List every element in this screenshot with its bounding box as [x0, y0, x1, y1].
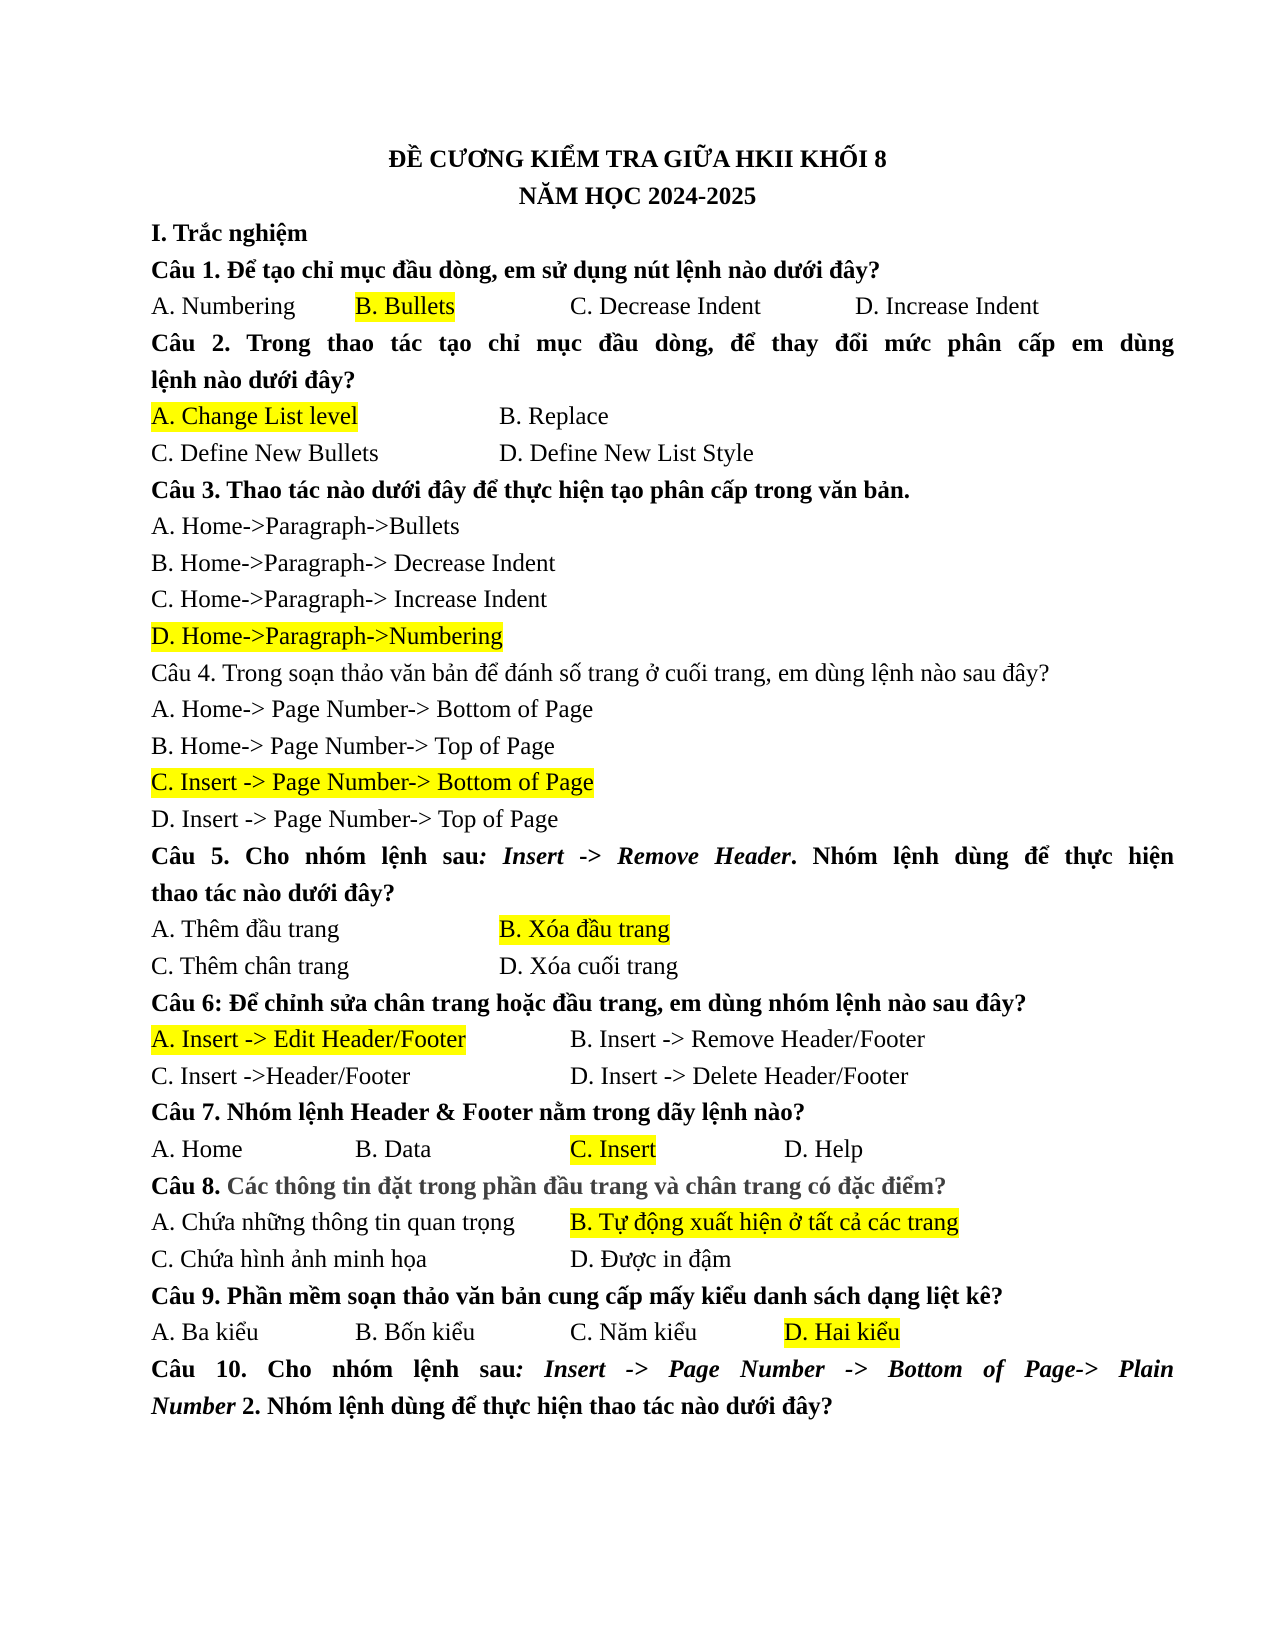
question-5-prefix: Câu 5. Cho nhóm lệnh sau	[151, 843, 479, 870]
option-a: A. Home-> Page Number-> Bottom of Page	[151, 696, 594, 723]
question-10-command: : Insert -> Page Number -> Bottom of Page-> Plain	[515, 1356, 1174, 1383]
question-1: Câu 1. Để tạo chỉ mục đầu dòng, em sử dụng nút lệnh nào dưới đây?	[151, 257, 881, 284]
question-6-options-row-2	[151, 1062, 1151, 1092]
option-a: A. Numbering	[151, 293, 296, 320]
option-d-correct: D. Hai kiểu	[784, 1319, 900, 1346]
option-c: C. Năm kiểu	[570, 1319, 698, 1346]
option-a-correct: A. Insert -> Edit Header/Footer	[151, 1026, 466, 1053]
option-d: D. Insert -> Delete Header/Footer	[570, 1063, 909, 1090]
question-5-suffix: . Nhóm lệnh dùng để thực hiện	[790, 843, 1175, 870]
question-3: Câu 3. Thao tác nào dưới đây để thực hiện tạo phân cấp trong văn bản.	[151, 477, 911, 504]
document-title: ĐỀ CƯƠNG KIỂM TRA GIỮA HKII KHỐI 8	[388, 146, 887, 173]
option-a: A. Home	[151, 1136, 243, 1163]
option-b-correct: B. Tự động xuất hiện ở tất cả các trang	[570, 1209, 959, 1236]
question-9: Câu 9. Phần mềm soạn thảo văn bản cung cấp mấy kiểu danh sách dạng liệt kê?	[151, 1283, 1004, 1310]
question-10-command-cont: Number	[151, 1393, 236, 1420]
question-6-options-row-1	[151, 1025, 1151, 1055]
option-b: B. Home->Paragraph-> Decrease Indent	[151, 550, 556, 577]
question-6: Câu 6: Để chỉnh sửa chân trang hoặc đầu trang, em dùng nhóm lệnh nào sau đây?	[151, 990, 1027, 1017]
option-c: C. Define New Bullets	[151, 440, 379, 467]
option-b-correct: B. Bullets	[355, 293, 456, 320]
option-a: A. Home->Paragraph->Bullets	[151, 513, 460, 540]
option-b: B. Bốn kiểu	[355, 1319, 476, 1346]
question-5-line-2: thao tác nào dưới đây?	[151, 880, 396, 907]
question-5-options-row-1	[151, 915, 1151, 945]
question-7-options	[151, 1135, 1151, 1165]
option-d-correct: D. Home->Paragraph->Numbering	[151, 623, 503, 650]
question-8	[151, 1172, 946, 1202]
option-a-correct: A. Change List level	[151, 403, 358, 430]
question-8-options-row-1	[151, 1208, 1151, 1238]
option-b: B. Data	[355, 1136, 432, 1163]
section-heading: I. Trắc nghiệm	[151, 220, 308, 247]
option-b-correct: B. Xóa đầu trang	[499, 916, 670, 943]
question-9-options	[151, 1318, 1151, 1348]
option-d: D. Xóa cuối trang	[499, 953, 679, 980]
option-c: C. Chứa hình ảnh minh họa	[151, 1246, 428, 1273]
question-10-suffix: 2. Nhóm lệnh dùng để thực hiện thao tác nào dưới đây?	[235, 1393, 834, 1420]
question-8-text: Các thông tin đặt trong phần đầu trang và chân trang có đặc điểm?	[220, 1173, 947, 1200]
question-4: Câu 4. Trong soạn thảo văn bản để đánh số trang ở cuối trang, em dùng lệnh nào sau đây?	[151, 660, 1050, 687]
option-c-correct: C. Insert	[570, 1136, 657, 1163]
option-b: B. Home-> Page Number-> Top of Page	[151, 733, 555, 760]
option-c-correct: C. Insert -> Page Number-> Bottom of Page	[151, 769, 594, 796]
option-d: D. Insert -> Page Number-> Top of Page	[151, 806, 559, 833]
command-remove-header: Remove Header	[617, 843, 791, 870]
question-2-options-row-1	[151, 402, 1151, 432]
option-d: D. Help	[784, 1136, 864, 1163]
option-a: A. Ba kiểu	[151, 1319, 259, 1346]
question-1-options	[151, 292, 1151, 322]
question-2-line-2: lệnh nào dưới đây?	[151, 367, 356, 394]
option-a: A. Thêm đầu trang	[151, 916, 340, 943]
arrow: ->	[563, 843, 618, 870]
option-d: D. Define New List Style	[499, 440, 754, 467]
option-d: D. Increase Indent	[855, 293, 1039, 320]
option-d: D. Được in đậm	[570, 1246, 732, 1273]
question-5-line-1	[151, 842, 1174, 872]
question-7: Câu 7. Nhóm lệnh Header & Footer nằm trong dãy lệnh nào?	[151, 1099, 806, 1126]
question-8-label: Câu 8.	[151, 1173, 221, 1200]
school-year: NĂM HỌC 2024-2025	[518, 183, 757, 210]
option-c: C. Thêm chân trang	[151, 953, 350, 980]
option-b: B. Insert -> Remove Header/Footer	[570, 1026, 925, 1053]
option-b: B. Replace	[499, 403, 609, 430]
option-c: C. Home->Paragraph-> Increase Indent	[151, 586, 548, 613]
question-2-line-1: Câu 2. Trong thao tác tạo chỉ mục đầu dòng, để thay đổi mức phân cấp em dùng	[151, 330, 1174, 357]
question-2-options-row-2	[151, 439, 1151, 469]
question-5-colon: :	[478, 843, 488, 870]
question-8-options-row-2	[151, 1245, 1151, 1275]
question-5-options-row-2	[151, 952, 1151, 982]
option-c: C. Decrease Indent	[570, 293, 761, 320]
question-10-prefix: Câu 10. Cho nhóm lệnh sau	[151, 1356, 516, 1383]
command-insert: Insert	[502, 843, 564, 870]
question-10-line-2	[151, 1392, 833, 1422]
question-10-line-1	[151, 1355, 1174, 1385]
option-a: A. Chứa những thông tin quan trọng	[151, 1209, 515, 1236]
option-c: C. Insert ->Header/Footer	[151, 1063, 411, 1090]
